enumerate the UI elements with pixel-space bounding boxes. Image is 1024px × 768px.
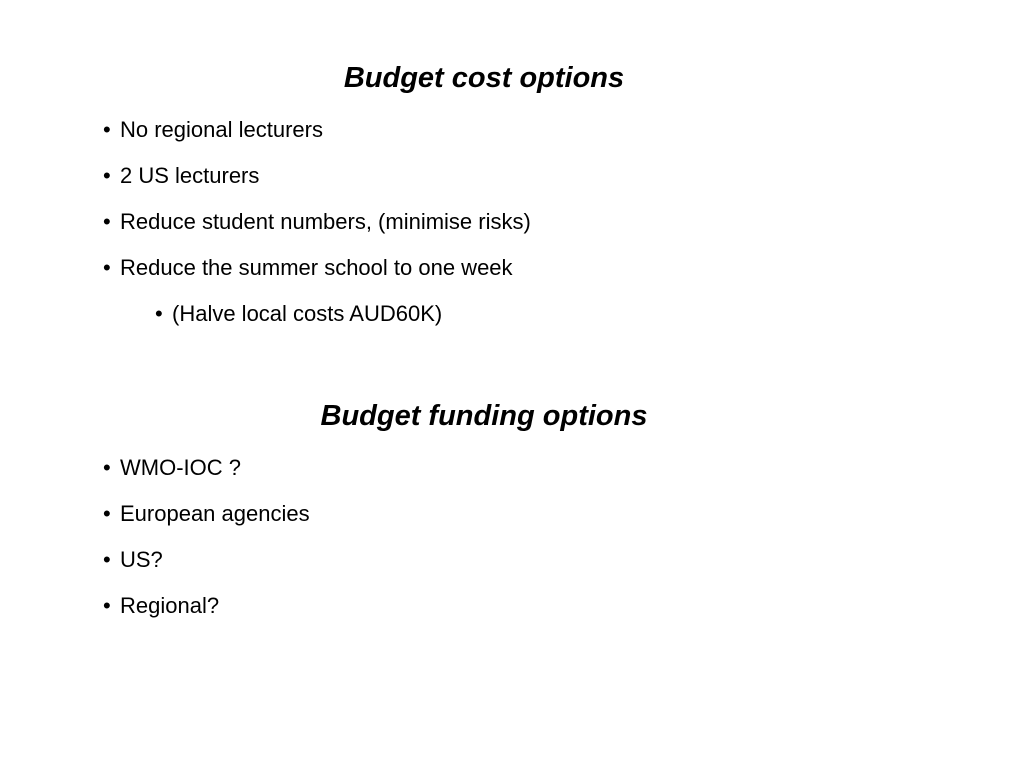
list-item-text: Reduce the summer school to one week [120, 255, 513, 280]
list-item-text: US? [120, 547, 163, 572]
bullet-icon: • [103, 547, 111, 572]
list-item-text: 2 US lecturers [120, 163, 260, 188]
list-item [103, 254, 531, 300]
funding-options-list [103, 454, 310, 638]
bullet-icon: • [103, 455, 111, 480]
list-item-text: Regional? [120, 593, 220, 618]
list-item-text: European agencies [120, 501, 310, 526]
funding-options-heading: Budget funding options [320, 400, 648, 432]
list-item [103, 500, 310, 546]
list-item [103, 208, 531, 254]
list-item-text: No regional lecturers [120, 117, 323, 142]
sub-list-item [103, 300, 531, 346]
list-item-text: (Halve local costs AUD60K) [172, 301, 443, 326]
bullet-icon: • [103, 501, 111, 526]
list-item [103, 116, 531, 162]
cost-options-list [103, 116, 531, 346]
bullet-icon: • [155, 301, 163, 326]
list-item [103, 592, 310, 638]
bullet-icon: • [103, 117, 111, 142]
list-item [103, 454, 310, 500]
cost-options-heading: Budget cost options [343, 62, 625, 94]
list-item [103, 546, 310, 592]
list-item-text: Reduce student numbers, (minimise risks) [120, 209, 531, 234]
bullet-icon: • [103, 593, 111, 618]
bullet-icon: • [103, 209, 111, 234]
bullet-icon: • [103, 163, 111, 188]
bullet-icon: • [103, 255, 111, 280]
list-item [103, 162, 531, 208]
list-item-text: WMO-IOC ? [120, 455, 241, 480]
